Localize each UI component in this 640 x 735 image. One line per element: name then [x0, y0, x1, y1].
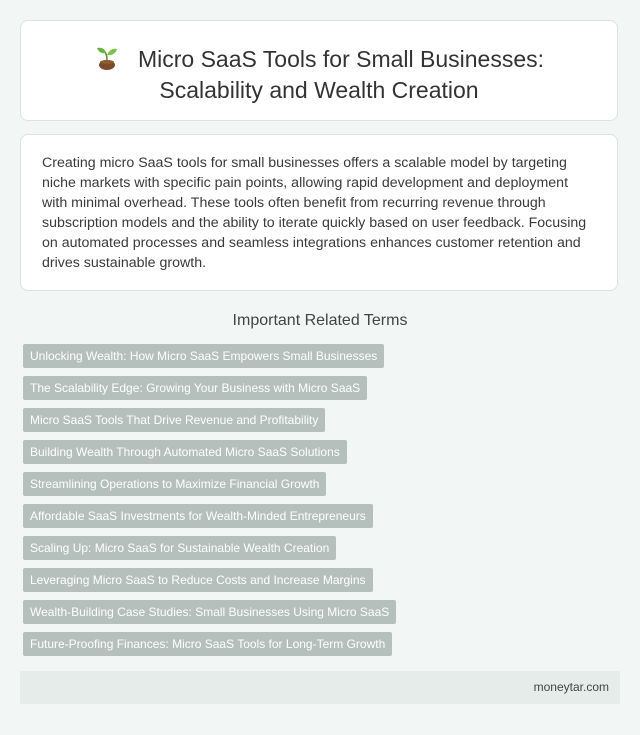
footer-site-link[interactable]: moneytar.com — [533, 680, 609, 694]
sprout-icon — [94, 45, 120, 71]
related-term-tag[interactable]: Building Wealth Through Automated Micro SaaS Solutions — [23, 440, 347, 464]
related-term-tag[interactable]: Affordable SaaS Investments for Wealth-Minded Entrepreneurs — [23, 504, 373, 528]
related-terms-heading: Important Related Terms — [232, 312, 408, 329]
related-terms-list — [23, 344, 396, 664]
related-term-tag[interactable]: Leveraging Micro SaaS to Reduce Costs and Increase Margins — [23, 568, 373, 592]
related-term-tag[interactable]: Wealth-Building Case Studies: Small Businesses Using Micro SaaS — [23, 600, 396, 624]
summary-card — [20, 134, 618, 291]
footer-bar — [20, 671, 620, 704]
related-term-tag[interactable]: Micro SaaS Tools That Drive Revenue and Profitability — [23, 408, 325, 432]
related-term-tag[interactable]: The Scalability Edge: Growing Your Business with Micro SaaS — [23, 376, 367, 400]
title-card — [20, 20, 618, 121]
title-line-2: Scalability and Wealth Creation — [159, 77, 479, 103]
related-term-tag[interactable]: Streamlining Operations to Maximize Financial Growth — [23, 472, 326, 496]
summary-text: Creating micro SaaS tools for small businesses offers a scalable model by targeting niche markets with specific pain points, allowing rapid development and deployment with minimal overhead. These tools often benefit from recurring revenue through subscription models and the ability to iterate quickly based on user feedback. Focusing on automated processes and seamless integrations enhances customer retention and drives sustainable growth. — [42, 155, 587, 271]
title-line-1: Micro SaaS Tools for Small Businesses: — [137, 46, 545, 72]
related-term-tag[interactable]: Future-Proofing Finances: Micro SaaS Tools for Long-Term Growth — [23, 632, 392, 656]
related-term-tag[interactable]: Scaling Up: Micro SaaS for Sustainable Wealth Creation — [23, 536, 336, 560]
page-title — [21, 44, 617, 106]
related-term-tag[interactable]: Unlocking Wealth: How Micro SaaS Empowers Small Businesses — [23, 344, 384, 368]
